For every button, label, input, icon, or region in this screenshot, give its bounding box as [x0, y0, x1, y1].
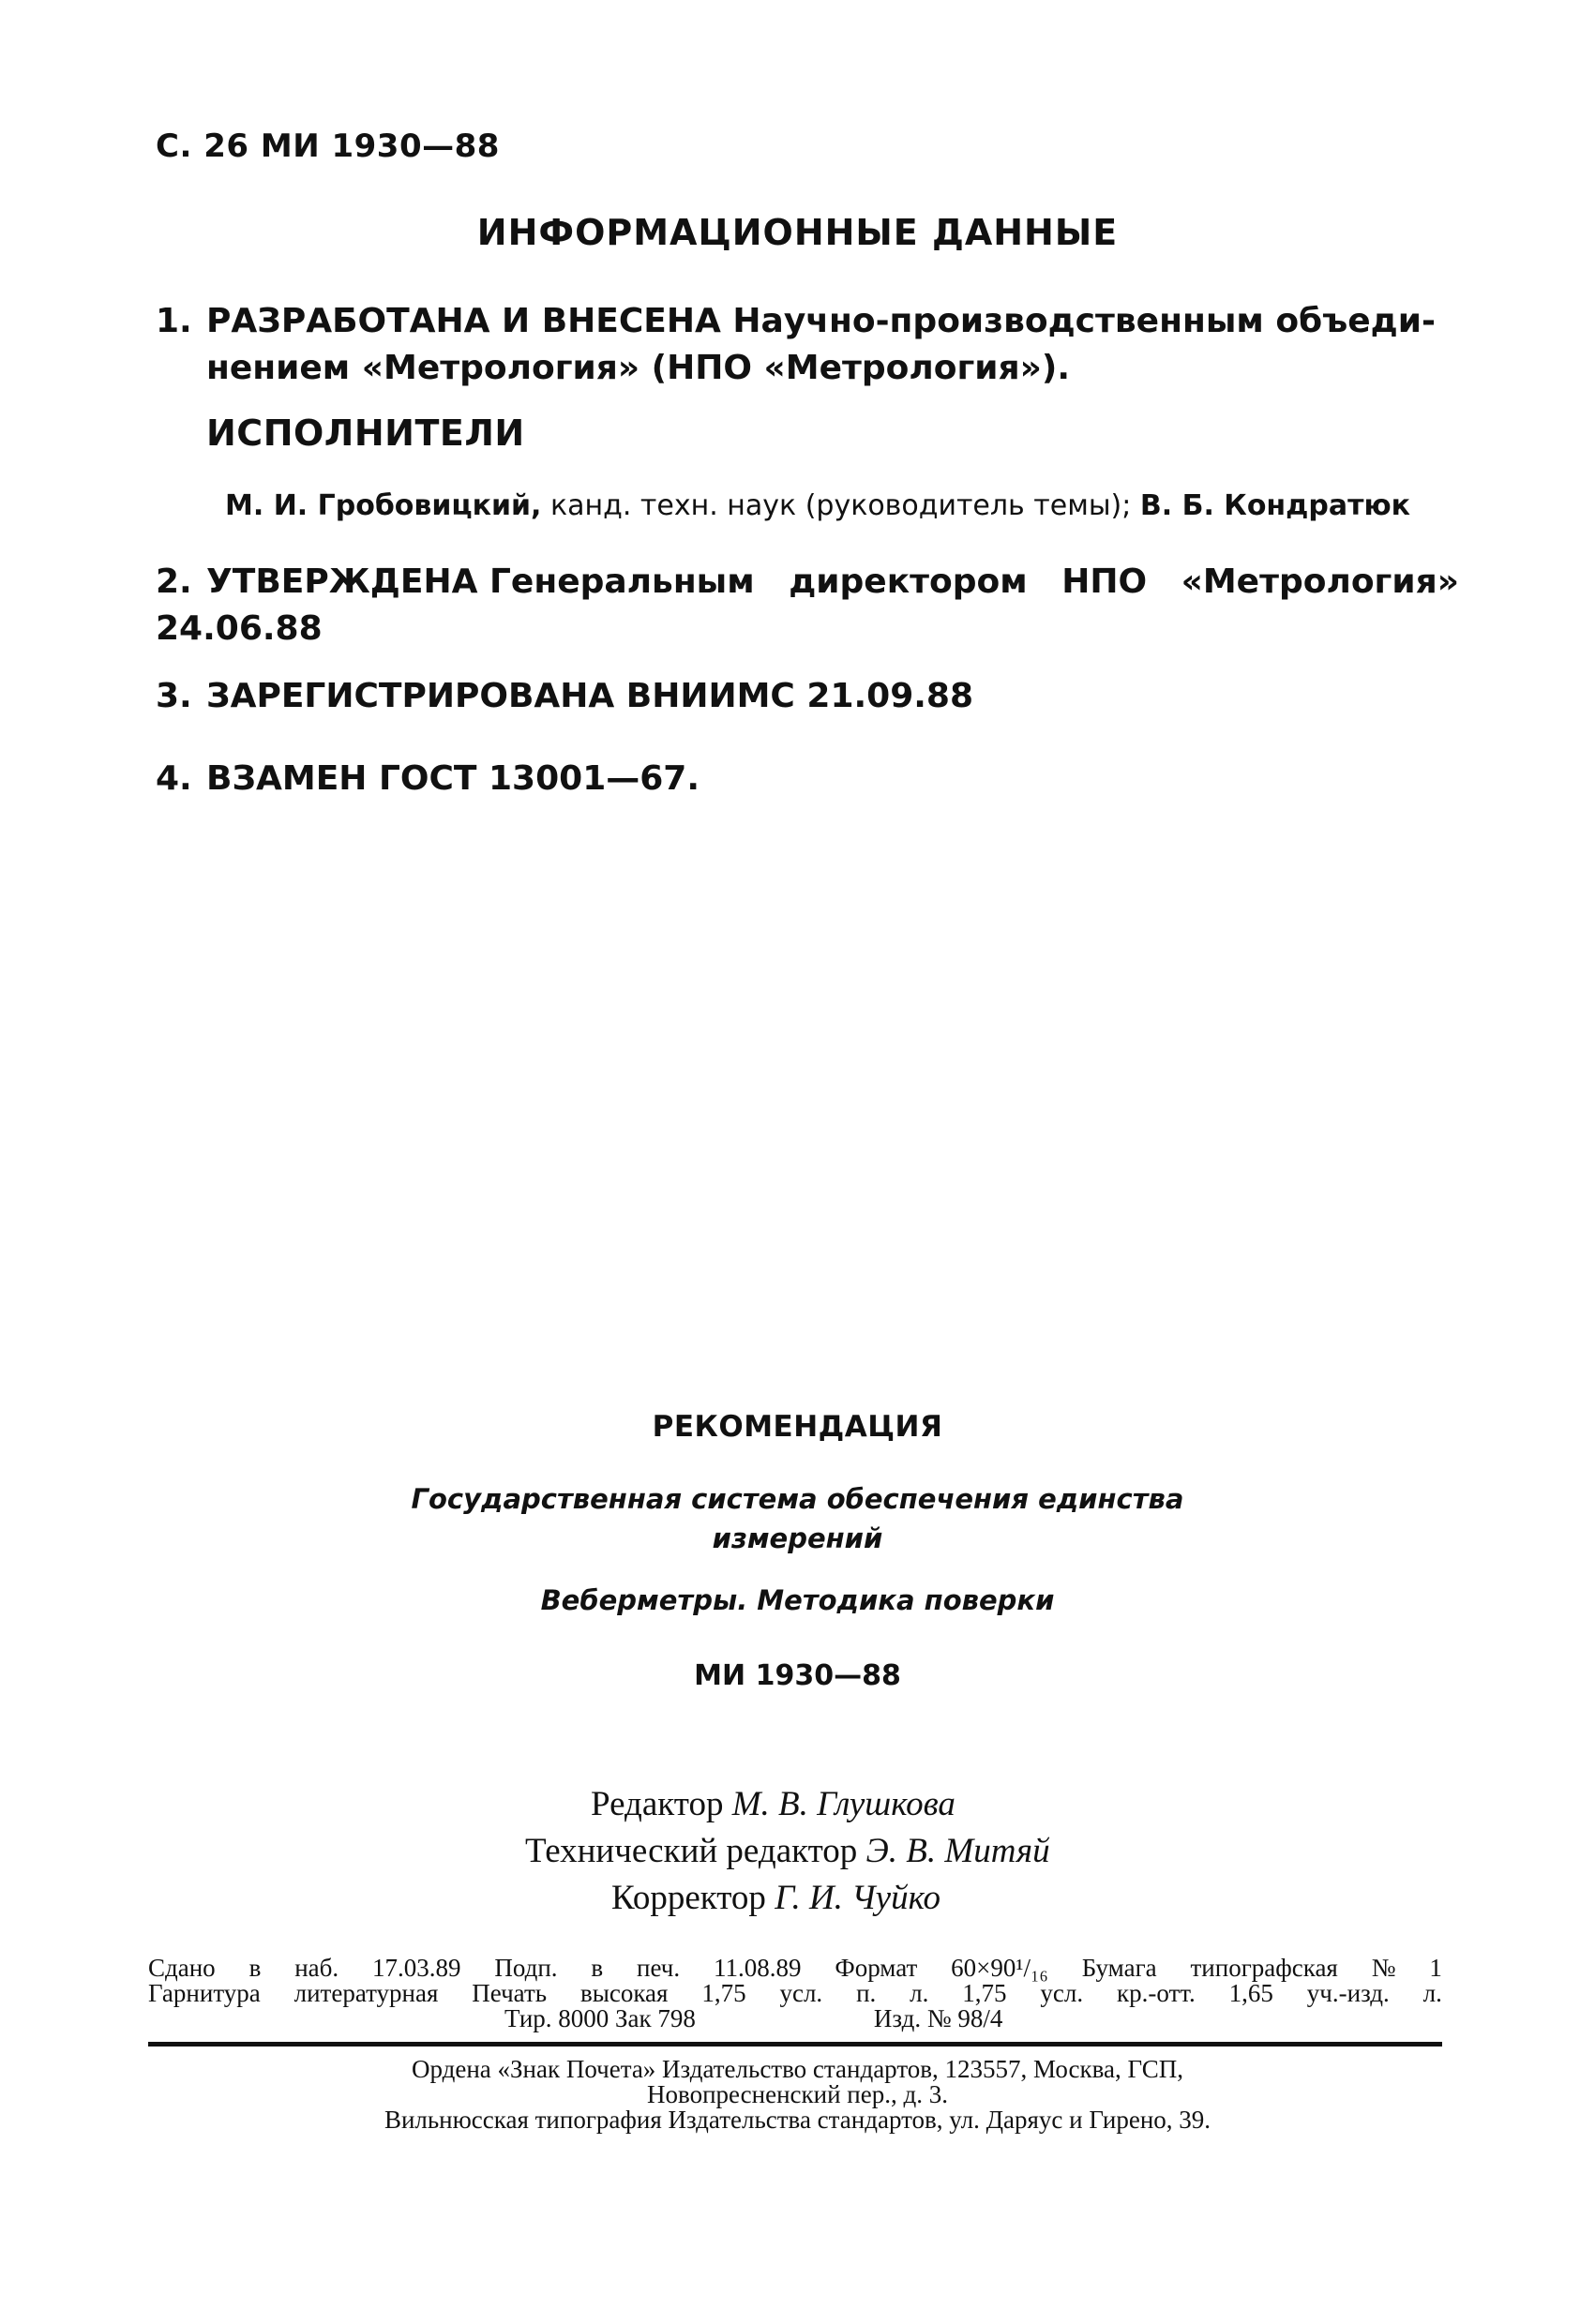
- item-number: 3.: [156, 677, 192, 715]
- publisher-line: Новопресненский пер., д. 3.: [647, 2080, 948, 2108]
- imprint-word: литературная: [293, 1979, 439, 2007]
- publisher-line: Ордена «Знак Почета» Издательство стандартов, 123557, Москва, ГСП,: [411, 2055, 1184, 2083]
- divider-rule: [148, 2042, 1442, 2047]
- page-header: С. 26 МИ 1930—88: [156, 127, 500, 165]
- corrector-name: Г. И. Чуйко: [775, 1879, 940, 1917]
- imprint-word: кр.-отт.: [1116, 1979, 1196, 2007]
- system-line: измерений: [712, 1522, 883, 1554]
- recommendation-subject: Веберметры. Методика поверки: [540, 1584, 1055, 1616]
- item-text-continued: нением «Метрология» (НПО «Метрология»).: [206, 349, 1071, 387]
- publisher-block: [0, 2057, 1595, 2133]
- imprint-word: 11.08.89: [714, 1954, 802, 1982]
- imprint-word: 17.03.89: [371, 1954, 461, 1982]
- item-number: 4.: [156, 759, 192, 798]
- item-text: РАЗРАБОТАНА И ВНЕСЕНА Научно-производственным объеди-: [206, 302, 1436, 340]
- imprint-word: л.: [910, 1979, 929, 2007]
- item-text: НПО: [1061, 562, 1148, 601]
- imprint-row-2: [148, 1981, 1442, 2006]
- tech-editor-credit: [525, 1828, 1050, 1875]
- item-number: 1.: [156, 302, 192, 340]
- imprint-word: №: [1371, 1954, 1396, 1982]
- publisher-line: Вильнюсская типография Издательства стандартов, ул. Даряус и Гирено, 39.: [384, 2106, 1211, 2134]
- tech-editor-name: Э. В. Митяй: [865, 1832, 1050, 1870]
- imprint-word: Гарнитура: [148, 1979, 261, 2007]
- info-item-1: [156, 298, 1459, 392]
- item-text: УТВЕРЖДЕНА Генеральным: [206, 562, 755, 601]
- imprint-word: Формат: [835, 1954, 918, 1982]
- imprint-word: высокая: [579, 1979, 669, 2007]
- imprint-word: печ.: [637, 1954, 681, 1982]
- imprint-word: 1: [1429, 1954, 1442, 1982]
- editor-credit: [591, 1781, 955, 1828]
- performer-name: В. Б. Кондратюк: [1139, 489, 1411, 522]
- imprint-word: Подп.: [494, 1954, 558, 1982]
- editor-name: М. В. Глушкова: [731, 1785, 955, 1823]
- info-title: ИНФОРМАЦИОННЫЕ ДАННЫЕ: [476, 212, 1119, 253]
- imprint-block: [148, 1956, 1442, 2032]
- item-number: 2.: [156, 562, 192, 601]
- info-item-3: [156, 673, 973, 720]
- print-run: Тир. 8000 Зак 798: [504, 2004, 696, 2032]
- imprint-word: Бумага: [1081, 1954, 1157, 1982]
- item-date: 24.06.88: [156, 609, 323, 648]
- imprint-word: усл.: [779, 1979, 823, 2007]
- tech-editor-label: Технический редактор: [525, 1832, 858, 1870]
- performer-role: канд. техн. наук (руководитель темы);: [541, 489, 1140, 522]
- imprint-word: в: [248, 1954, 262, 1982]
- imprint-word: Сдано: [148, 1954, 216, 1982]
- recommendation-title: РЕКОМЕНДАЦИЯ: [652, 1410, 943, 1444]
- imprint-word: наб.: [294, 1954, 339, 1982]
- item-text: ЗАРЕГИСТРИРОВАНА ВНИИМС 21.09.88: [206, 677, 974, 715]
- system-line: Государственная система обеспечения единства: [411, 1483, 1184, 1515]
- info-item-2: [156, 559, 1459, 652]
- corrector-credit: [611, 1875, 940, 1922]
- imprint-word: п.: [856, 1979, 877, 2007]
- imprint-word: Печать: [472, 1979, 548, 2007]
- imprint-word: уч.-изд.: [1306, 1979, 1390, 2007]
- edition-number: Изд. № 98/4: [873, 2004, 1003, 2032]
- imprint-word: л.: [1422, 1979, 1442, 2007]
- item-text: ВЗАМЕН ГОСТ 13001—67.: [206, 759, 700, 798]
- corrector-label: Корректор: [611, 1879, 766, 1917]
- info-item-4: [156, 756, 700, 802]
- item-text: директором: [789, 562, 1028, 601]
- performers-heading: ИСПОЛНИТЕЛИ: [206, 412, 525, 454]
- imprint-row-1: [148, 1956, 1442, 1981]
- editor-label: Редактор: [591, 1785, 724, 1823]
- imprint-word: типографская: [1190, 1954, 1338, 1982]
- imprint-word: усл.: [1040, 1979, 1084, 2007]
- imprint-word: 1,75: [701, 1979, 746, 2007]
- imprint-word: 1,65: [1228, 1979, 1273, 2007]
- recommendation-system: [0, 1479, 1595, 1558]
- imprint-row-3: [148, 2006, 1442, 2032]
- item-text: «Метрология»: [1181, 562, 1459, 601]
- imprint-word: 1,75: [962, 1979, 1007, 2007]
- recommendation-code: МИ 1930—88: [694, 1659, 901, 1692]
- performers-list: [225, 489, 1410, 522]
- performer-name: М. И. Гробовицкий,: [225, 489, 542, 522]
- imprint-word: в: [591, 1954, 604, 1982]
- imprint-word: 60×90¹/₁₆: [951, 1954, 1048, 1982]
